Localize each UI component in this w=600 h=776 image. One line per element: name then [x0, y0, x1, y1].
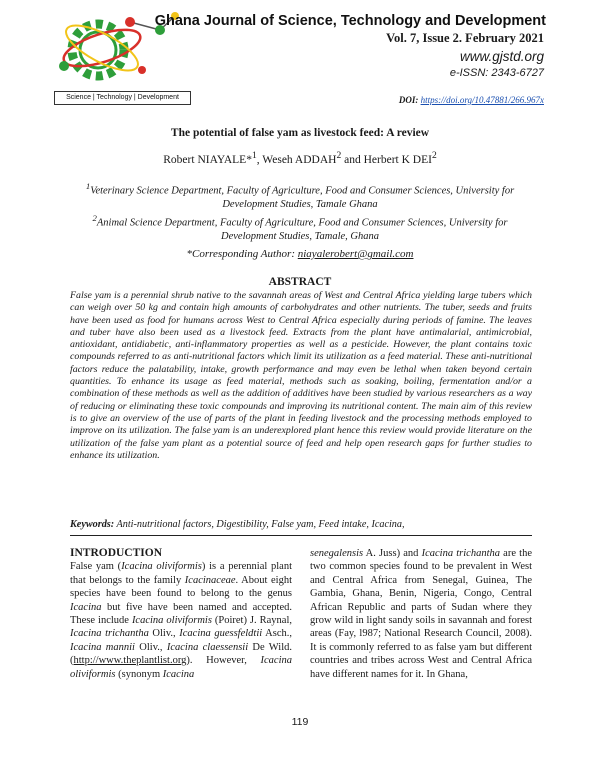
- keywords: [70, 519, 532, 530]
- body-column-left: [70, 547, 292, 681]
- affiliations: [70, 180, 530, 243]
- author-list: [0, 150, 600, 166]
- author-2: , Weseh ADDAH: [256, 153, 337, 166]
- plantlist-link[interactable]: http://www.theplantlist.org: [73, 655, 187, 667]
- body-text: A. Juss) and: [363, 548, 422, 559]
- body-text: De Wild. (: [70, 641, 292, 667]
- body-text: ). However,: [186, 655, 261, 667]
- corresponding-label: *Corresponding Author:: [186, 248, 298, 260]
- family-name: Icacinaceae: [184, 574, 236, 586]
- affiliation-1: [70, 180, 530, 212]
- issn: e-ISSN: 2343-6727: [449, 67, 544, 79]
- abstract-heading: ABSTRACT: [268, 276, 332, 288]
- article-title: The potential of false yam as livestock feed: A review: [170, 127, 430, 139]
- body-text: Oliv.,: [148, 628, 180, 640]
- species-name: Icacina claessensii: [166, 641, 249, 653]
- species-name: Icacina trichantha: [70, 628, 149, 640]
- species-name: Icacina trichantha: [421, 548, 500, 559]
- body-text: Asch.,: [262, 628, 292, 640]
- body-text: but five have been named and accepted. These include: [70, 601, 292, 627]
- author-1-affil: 1: [251, 150, 257, 161]
- doi-line: [399, 95, 544, 105]
- affiliation-1-text: Veterinary Science Department, Faculty of Agriculture, Food and Consumer Sciences, University for Development Studies, Tamale Ghana: [90, 185, 515, 210]
- species-name: Icacina guessfeldtii: [179, 628, 263, 640]
- corresponding-author: [0, 248, 600, 260]
- corresponding-email[interactable]: niayalerobert@gmail.com: [297, 248, 414, 260]
- body-column-right: [310, 547, 532, 681]
- body-text: False yam (: [70, 561, 122, 573]
- author-2-affil: 2: [336, 150, 342, 161]
- species-name: Icacina mannii: [70, 641, 135, 653]
- species-name: Icacina: [162, 668, 195, 680]
- genus-name: Icacina: [70, 601, 102, 613]
- section-divider: [70, 535, 532, 536]
- body-text: (synonym: [115, 668, 163, 680]
- journal-website[interactable]: www.gjstd.org: [459, 49, 544, 64]
- body-text: ) is a perennial plant that belongs to the family: [70, 561, 292, 586]
- affiliation-2: [70, 212, 530, 244]
- author-3: and Herbert K DEI: [341, 153, 432, 166]
- body-text: . About eight species have been found to belong to the genus: [70, 574, 292, 600]
- logo-tagline: Science | Technology | Development: [54, 91, 191, 105]
- species-name: Icacina oliviformis: [121, 561, 202, 573]
- body-text: are the two common species found to be prevalent in West and Central Africa from Senegal, Guinea, The Gambia, Ghana, Benin, Nigeria, Congo, Central African Republic and parts of Sudan where they grow wild in light sandy soils in savannah and forest areas (Fay, l987; National Research Council, 2008). It is commonly referred to as false yam but different countries and tribes across West and Central Africa have different names for it. In Ghana,: [310, 548, 532, 680]
- introduction-heading: INTRODUCTION: [70, 547, 163, 559]
- body-text: (Poiret) J. Raynal,: [211, 615, 292, 627]
- author-3-affil: 2: [431, 150, 437, 161]
- keywords-label: Keywords:: [70, 519, 115, 530]
- affiliation-2-number: 2: [92, 212, 97, 223]
- doi-label: DOI:: [398, 95, 419, 105]
- affiliation-2-text: Animal Science Department, Faculty of Agriculture, Food and Consumer Sciences, University for Development Studies, Tamale, Ghana: [96, 217, 508, 242]
- species-name: Icacina oliviformis: [70, 655, 292, 680]
- body-text: Oliv.,: [134, 641, 167, 653]
- affiliation-1-number: 1: [85, 181, 91, 191]
- keywords-list: Anti-nutritional factors, Digestibility, False yam, Feed intake, Icacina,: [114, 519, 405, 530]
- abstract-text: False yam is a perennial shrub native to the savannah areas of West and Central Africa yielding large tubers which can weigh over 50 kg and contain high amounts of carbohydrates and other nutrients. The tuber, seeds and fruits have been used as food for humans across West to Central Africa especially during periods of famine. The leaves and tuber have also been used as a livestock feed. Extracts from the plant have antimalarial, antimicrobial, antioxidant, antidiabetic, anti-inflammatory properties as well as a pesticide. However, the plant contains toxic compounds referred to as anti-nutritional factors which limit its utilization as a feed material. These anti-nutritional factors reduce the palatability, intake, growth performance and may even be lethal when taken beyond certain quantities. To enhance its usage as feed material, methods such as soaking, boiling, fermentation and/or a combination of these methods as well as the addition of additives have been studied by various researchers as a way of reducing or eliminating these toxic compounds and improving its nutritional content. The main aim of this review is to give an overview of the use of parts of the plant in feeding livestock and the processing methods employed to improve on its utilization. The false yam is an underexplored plant hence this review would provide literature on the utilization of the false yam plant as a potential source of feed and help open research gaps for further studies to enhance its utilization.: [70, 290, 532, 461]
- species-name: Icacina oliviformis: [131, 615, 212, 627]
- species-name: senegalensis: [310, 548, 364, 559]
- author-1: Robert NIAYALE*: [163, 153, 252, 166]
- journal-title: Ghana Journal of Science, Technology and Development: [154, 13, 546, 29]
- issue-info: Vol. 7, Issue 2. February 2021: [386, 31, 544, 45]
- doi-link[interactable]: https://doi.org/10.47881/266.967x: [420, 95, 544, 105]
- page-number: 119: [291, 716, 309, 728]
